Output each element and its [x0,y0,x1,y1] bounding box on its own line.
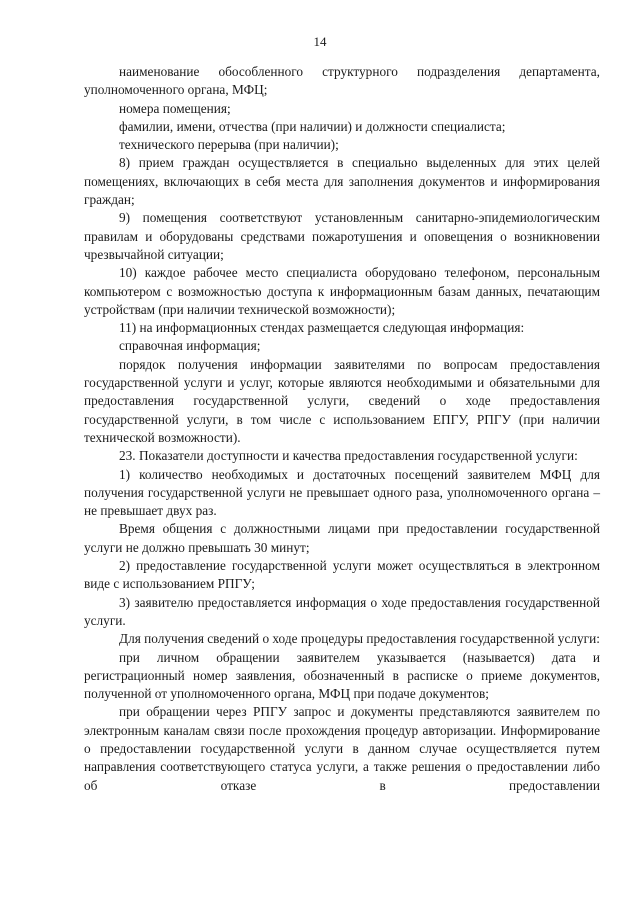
paragraph: порядок получения информации заявителями по вопросам предоставления государственной услуги и услуг, которые являются необходимыми и обязательными для предоставления государственной услуги, сведений о ходе предоставления государственной услуги, в том числе с использованием ЕПГУ, РПГУ (при наличии технической возможности). [84,356,600,445]
paragraph: 11) на информационных стендах размещается следующая информация: [119,320,525,336]
paragraph: Время общения с должностными лицами при предоставлении государственной услуги не должно превышать 30 минут; [84,521,600,555]
paragraph: 1) количество необходимых и достаточных посещений заявителем МФЦ для получения государственной услуги не превышает одного раза, уполномоченного органа – не превышает двух раз. [84,466,600,519]
paragraph: фамилии, имени, отчества (при наличии) и должности специалиста; [119,118,506,134]
paragraph: 8) прием граждан осуществляется в специально выделенных для этих целей помещениях, включающих в себя места для заполнения документов и информирования граждан; [84,155,600,208]
page-number: 14 [313,34,327,49]
paragraph: при личном обращении заявителем указывается (называется) дата и регистрационный номер заявления, обозначенный в расписке о приеме документов, полученной от уполномоченного органа, МФЦ при подаче документов; [84,649,600,702]
section-heading-paragraph: 23. Показатели доступности и качества предоставления государственной услуги: [119,448,578,464]
paragraph: 2) предоставление государственной услуги может осуществляться в электронном виде с использованием РПГУ; [84,558,600,592]
paragraph-last: при обращении через РПГУ запрос и документы представляются заявителем по электронным каналам связи после прохождения процедур авторизации. Информирование о предоставлении государственной услуги в данном случае осуществляется путем направления соответствующего статуса услуги, а также решения о предоставлении либо об отказе в предоставлении [84,704,600,793]
paragraph: 9) помещения соответствуют установленным санитарно-эпидемиологическим правилам и оборудованы средствами пожаротушения и оповещения о возникновении чрезвычайной ситуации; [84,210,600,262]
paragraph: технического перерыва (при наличии); [119,137,339,153]
paragraph: номера помещения; [119,100,231,116]
paragraph: наименование обособленного структурного подразделения департамента, уполномоченного органа, МФЦ; [84,64,600,98]
document-body [84,63,600,795]
paragraph: 3) заявителю предоставляется информация о ходе предоставления государственной услуги. [84,594,600,628]
paragraph: справочная информация; [119,338,261,354]
paragraph: 10) каждое рабочее место специалиста оборудовано телефоном, персональным компьютером с возможностью доступа к информационным базам данных, печатающим устройствам (при наличии технической возможности); [84,265,600,317]
paragraph: Для получения сведений о ходе процедуры предоставления государственной услуги: [119,631,600,647]
